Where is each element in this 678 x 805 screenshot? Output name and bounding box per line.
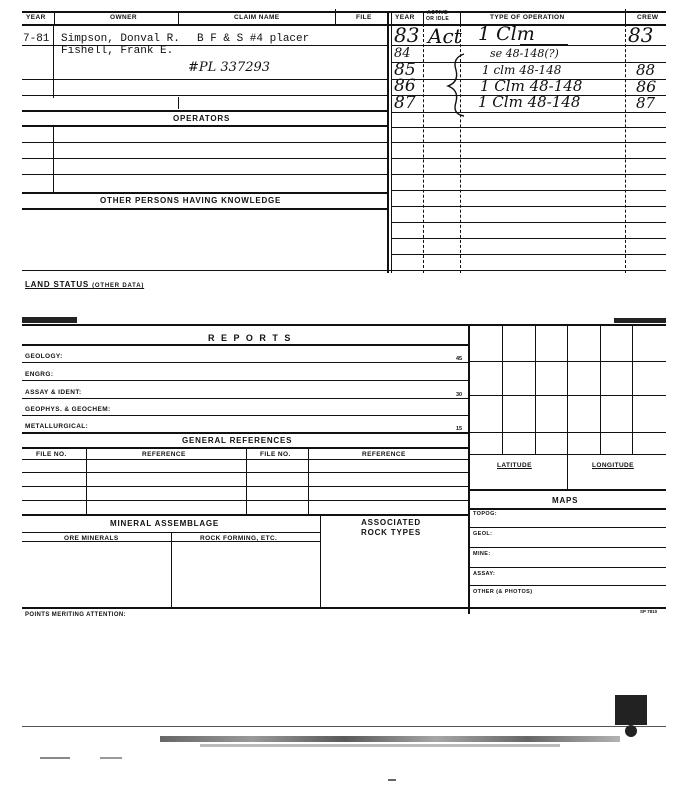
claim-name: B F & S #4 placer (197, 33, 310, 45)
header-year: YEAR (26, 14, 46, 21)
ore-minerals-header: ORE MINERALS (64, 535, 119, 542)
form-number: SP 7810 (640, 609, 658, 614)
op-year-2: 84 (394, 46, 411, 61)
owner-name-1: Simpson, Donval R. (61, 33, 180, 45)
ref-file-no-header: FILE NO. (36, 451, 67, 458)
report-label: GEOPHYS. & GEOCHEM: (25, 406, 111, 413)
record-year: 7-81 (23, 33, 50, 45)
op-crew-5: 87 (636, 94, 656, 112)
associated-rock-types: ASSOCIATED ROCK TYPES (361, 518, 422, 537)
report-label: GEOLOGY: (25, 353, 63, 360)
op-year-5: 87 (394, 93, 416, 113)
header-file: FILE (356, 14, 372, 21)
report-number: 15 (456, 426, 463, 432)
op-year-1: 83 (394, 23, 420, 47)
operators-title: OPERATORS (173, 114, 231, 123)
maps-geol: GEOL: (473, 531, 493, 537)
report-label: ENGRG: (25, 371, 54, 378)
general-references-title: GENERAL REFERENCES (182, 436, 293, 445)
header-active-idle: ACTIVE OR IDLE (426, 10, 450, 22)
report-label: METALLURGICAL: (25, 423, 89, 430)
header-crew: CREW (637, 14, 659, 21)
header-owner: OWNER (110, 14, 137, 21)
bracket-mark (444, 52, 468, 118)
other-persons-title: OTHER PERSONS HAVING KNOWLEDGE (100, 196, 282, 205)
maps-title: MAPS (552, 496, 579, 505)
op-crew-4: 86 (636, 77, 657, 96)
land-status-title: LAND STATUS (OTHER DATA) (25, 280, 145, 289)
op-year-4: 86 (394, 76, 416, 96)
claim-number: #PL 337293 (188, 60, 271, 75)
op-type-1: 1 Clm (478, 23, 535, 45)
op-type-3: 1 clm 48-148 (482, 63, 562, 77)
owner-name-2: Fishell, Frank E. (61, 45, 174, 57)
maps-mine: MINE: (473, 551, 491, 557)
op-crew-1: 83 (628, 23, 654, 47)
latitude-label: LATITUDE (497, 462, 532, 469)
op-type-5: 1 Clm 48-148 (478, 93, 581, 111)
rock-forming-header: ROCK FORMING, ETC. (200, 535, 278, 542)
reports-title: R E P O R T S (208, 333, 293, 343)
maps-assay: ASSAY: (473, 571, 496, 577)
op-crew-3: 88 (636, 61, 656, 79)
header-claim-name: CLAIM NAME (234, 14, 280, 21)
mineral-assemblage-title: MINERAL ASSEMBLAGE (110, 519, 220, 528)
maps-other: OTHER (& PHOTOS) (473, 589, 533, 595)
report-number: 30 (456, 392, 463, 398)
header-type-of-operation: TYPE OF OPERATION (490, 14, 565, 21)
op-type-2: se 48-148(?) (490, 47, 559, 60)
ref-reference-header: REFERENCE (142, 451, 186, 458)
header-year-ops: YEAR (395, 14, 415, 21)
op-status-1: Act (428, 24, 462, 48)
longitude-label: LONGITUDE (592, 462, 634, 469)
report-number: 45 (456, 356, 463, 362)
op-year-3: 85 (394, 60, 416, 80)
ref-file-no-header-2: FILE NO. (260, 451, 291, 458)
op-type-4: 1 Clm 48-148 (480, 77, 583, 95)
report-label: ASSAY & IDENT: (25, 389, 82, 396)
maps-topog: TOPOG: (473, 511, 497, 517)
ref-reference-header-2: REFERENCE (362, 451, 406, 458)
points-meriting-attention: POINTS MERITING ATTENTION: (25, 612, 127, 618)
